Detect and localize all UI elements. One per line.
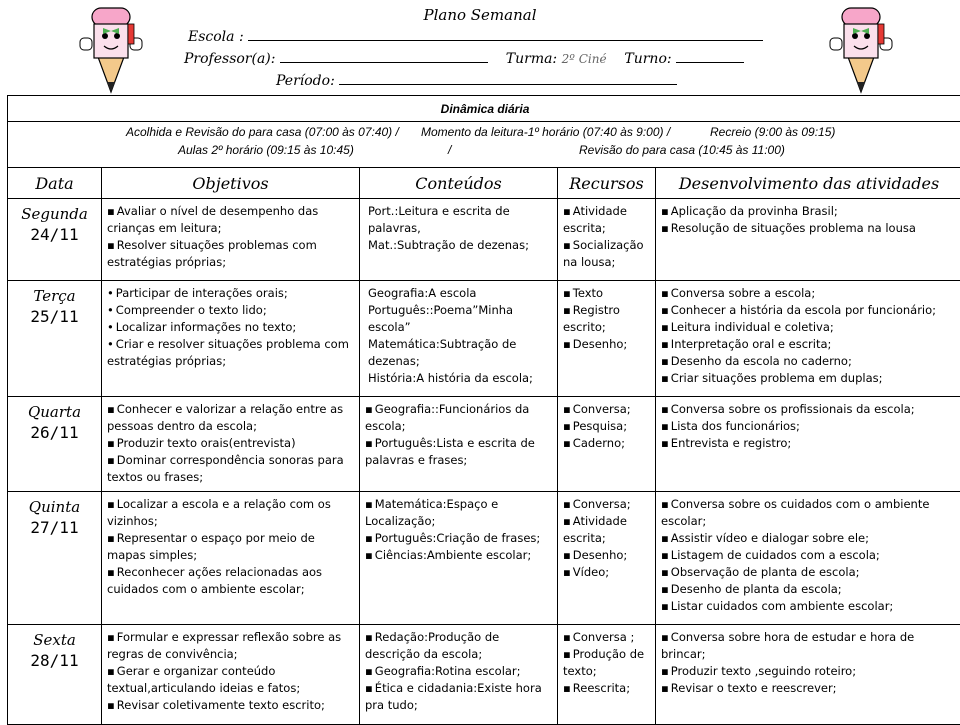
recursos-cell xyxy=(558,397,656,492)
periodo-field[interactable] xyxy=(339,72,677,85)
list-item: Matemática:Subtração de dezenas; xyxy=(368,336,553,370)
list-item: ▪ Conversa sobre os profissionais da escola; xyxy=(661,401,958,418)
recursos-cell xyxy=(558,199,656,281)
list-item: ▪ Socialização na lousa; xyxy=(563,237,651,271)
day-date: 27/11 xyxy=(8,518,101,537)
list-item: ▪ Português:Lista e escrita de palavras e frases; xyxy=(365,435,553,469)
list-item: ▪ Conversa; xyxy=(563,496,651,513)
professor-field[interactable] xyxy=(280,50,488,63)
list-item: ▪ Gerar e organizar conteúdo textual,articulando ideias e fatos; xyxy=(107,663,355,697)
day-cell xyxy=(8,281,102,397)
list-item: ▪ Desenho; xyxy=(563,336,651,353)
list-item: ▪ Atividade escrita; xyxy=(563,513,651,547)
dinamica-schedule xyxy=(8,122,960,168)
col-header-data: Data xyxy=(8,168,102,199)
day-name: Quarta xyxy=(8,403,101,421)
list-item: ▪ Produzir texto orais(entrevista) xyxy=(107,435,355,452)
conteudos-cell xyxy=(360,199,558,281)
list-item: ▪ Lista dos funcionários; xyxy=(661,418,958,435)
list-item: ▪ Leitura individual e coletiva; xyxy=(661,319,958,336)
col-header-objetivos: Objetivos xyxy=(102,168,360,199)
turno-label: Turno: xyxy=(624,51,671,67)
list-item: História:A história da escola; xyxy=(368,370,553,387)
turma-label: Turma: xyxy=(506,51,557,67)
document-title: Plano Semanal xyxy=(0,6,960,24)
list-item: ▪ Aplicação da provinha Brasil; xyxy=(661,203,958,220)
desenvolvimento-cell xyxy=(656,492,960,625)
list-item: Português::Poema”Minha escola” xyxy=(368,302,553,336)
list-item: ▪ Pesquisa; xyxy=(563,418,651,435)
list-item: ▪ Observação de planta de escola; xyxy=(661,564,958,581)
list-item: ▪ Ciências:Ambiente escolar; xyxy=(365,547,553,564)
list-item: ▪ Produção de texto; xyxy=(563,646,651,680)
list-item: • Compreender o texto lido; xyxy=(107,302,355,319)
day-name: Terça xyxy=(8,287,101,305)
list-item: ▪ Português:Criação de frases; xyxy=(365,530,553,547)
conteudos-cell xyxy=(360,492,558,625)
list-item: Geografia:A escola xyxy=(368,285,553,302)
list-item: ▪ Desenho de planta da escola; xyxy=(661,581,958,598)
col-header-conteudos: Conteúdos xyxy=(360,168,558,199)
list-item: ▪ Assistir vídeo e dialogar sobre ele; xyxy=(661,530,958,547)
list-item: ▪ Listar cuidados com ambiente escolar; xyxy=(661,598,958,615)
col-header-desenvolvimento: Desenvolvimento das atividades xyxy=(656,168,960,199)
list-item: ▪ Atividade escrita; xyxy=(563,203,651,237)
weekly-plan-table xyxy=(7,95,960,725)
recursos-cell xyxy=(558,625,656,725)
schedule-separator: / xyxy=(448,143,451,157)
periodo-line xyxy=(276,72,677,89)
objetivos-cell xyxy=(102,281,360,397)
list-item: ▪ Representar o espaço por meio de mapas simples; xyxy=(107,530,355,564)
dinamica-title: Dinâmica diária xyxy=(8,96,960,122)
objetivos-cell xyxy=(102,199,360,281)
conteudos-cell xyxy=(360,281,558,397)
schedule-acolhida: Acolhida e Revisão do para casa (07:00 às 07:40) / xyxy=(126,125,399,139)
list-item: ▪ Resolver situações problemas com estratégias próprias; xyxy=(107,237,355,271)
list-item: ▪ Matemática:Espaço e Localização; xyxy=(365,496,553,530)
list-item: • Criar e resolver situações problema com estratégias próprias; xyxy=(107,336,355,370)
objetivos-cell xyxy=(102,492,360,625)
objetivos-cell xyxy=(102,397,360,492)
turma-value: 2º Ciné xyxy=(562,52,607,66)
day-cell xyxy=(8,397,102,492)
list-item: • Localizar informações no texto; xyxy=(107,319,355,336)
schedule-leitura: Momento da leitura-1º horário (07:40 às 9:00) / xyxy=(421,125,670,139)
list-item: ▪ Interpretação oral e escrita; xyxy=(661,336,958,353)
list-item: ▪ Resolução de situações problema na lousa xyxy=(661,220,958,237)
desenvolvimento-cell xyxy=(656,199,960,281)
list-item: ▪ Revisar o texto e reescrever; xyxy=(661,680,958,697)
turno-field[interactable] xyxy=(676,50,744,63)
day-date: 28/11 xyxy=(8,651,101,670)
list-item: ▪ Texto xyxy=(563,285,651,302)
day-name: Quinta xyxy=(8,498,101,516)
recursos-cell xyxy=(558,281,656,397)
day-date: 25/11 xyxy=(8,307,101,326)
escola-line xyxy=(188,28,763,45)
list-item: ▪ Dominar correspondência sonoras para textos ou frases; xyxy=(107,452,355,486)
objetivos-cell xyxy=(102,625,360,725)
table-row xyxy=(8,492,960,625)
list-item: ▪ Vídeo; xyxy=(563,564,651,581)
schedule-recreio: Recreio (9:00 às 09:15) xyxy=(710,125,835,139)
day-cell xyxy=(8,492,102,625)
desenvolvimento-cell xyxy=(656,397,960,492)
day-cell xyxy=(8,625,102,725)
desenvolvimento-cell xyxy=(656,625,960,725)
list-item: ▪ Conversa ; xyxy=(563,629,651,646)
conteudos-cell xyxy=(360,397,558,492)
professor-line xyxy=(184,50,744,67)
escola-field[interactable] xyxy=(248,28,763,41)
list-item: ▪ Geografia::Funcionários da escola; xyxy=(365,401,553,435)
table-row xyxy=(8,199,960,281)
list-item: ▪ Revisar coletivamente texto escrito; xyxy=(107,697,355,714)
list-item: • Participar de interações orais; xyxy=(107,285,355,302)
recursos-cell xyxy=(558,492,656,625)
list-item: ▪ Caderno; xyxy=(563,435,651,452)
list-item: ▪ Conversa; xyxy=(563,401,651,418)
day-date: 26/11 xyxy=(8,423,101,442)
table-row xyxy=(8,625,960,725)
list-item: ▪ Listagem de cuidados com a escola; xyxy=(661,547,958,564)
day-cell xyxy=(8,199,102,281)
list-item: ▪ Avaliar o nível de desempenho das crianças em leitura; xyxy=(107,203,355,237)
list-item: ▪ Entrevista e registro; xyxy=(661,435,958,452)
list-item: ▪ Reconhecer ações relacionadas aos cuidados com o ambiente escolar; xyxy=(107,564,355,598)
periodo-label: Período: xyxy=(276,73,335,89)
col-header-recursos: Recursos xyxy=(558,168,656,199)
desenvolvimento-cell xyxy=(656,281,960,397)
conteudos-cell xyxy=(360,625,558,725)
list-item: ▪ Criar situações problema em duplas; xyxy=(661,370,958,387)
list-item: ▪ Conversa sobre os cuidados com o ambiente escolar; xyxy=(661,496,958,530)
list-item: ▪ Geografia:Rotina escolar; xyxy=(365,663,553,680)
list-item: ▪ Desenho da escola no caderno; xyxy=(661,353,958,370)
list-item: ▪ Reescrita; xyxy=(563,680,651,697)
list-item: ▪ Conhecer a história da escola por funcionário; xyxy=(661,302,958,319)
list-item: ▪ Formular e expressar reflexão sobre as regras de convivência; xyxy=(107,629,355,663)
list-item: Port.:Leitura e escrita de palavras, xyxy=(368,203,553,237)
list-item: ▪ Desenho; xyxy=(563,547,651,564)
professor-label: Professor(a): xyxy=(184,51,276,67)
schedule-aulas: Aulas 2º horário (09:15 às 10:45) xyxy=(178,143,354,157)
list-item: ▪ Conhecer e valorizar a relação entre as pessoas dentro da escola; xyxy=(107,401,355,435)
table-row xyxy=(8,281,960,397)
list-item: Mat.:Subtração de dezenas; xyxy=(368,237,553,254)
list-item: ▪ Ética e cidadania:Existe hora pra tudo; xyxy=(365,680,553,714)
day-date: 24/11 xyxy=(8,225,101,244)
list-item: ▪ Registro escrito; xyxy=(563,302,651,336)
list-item: ▪ Conversa sobre a escola; xyxy=(661,285,958,302)
list-item: ▪ Conversa sobre hora de estudar e hora de brincar; xyxy=(661,629,958,663)
escola-label: Escola : xyxy=(188,29,244,45)
list-item: ▪ Localizar a escola e a relação com os vizinhos; xyxy=(107,496,355,530)
table-row xyxy=(8,397,960,492)
schedule-revisao: Revisão do para casa (10:45 às 11:00) xyxy=(579,143,785,157)
list-item: ▪ Redação:Produção de descrição da escola; xyxy=(365,629,553,663)
day-name: Sexta xyxy=(8,631,101,649)
header xyxy=(0,0,960,95)
list-item: ▪ Produzir texto ,seguindo roteiro; xyxy=(661,663,958,680)
day-name: Segunda xyxy=(8,205,101,223)
